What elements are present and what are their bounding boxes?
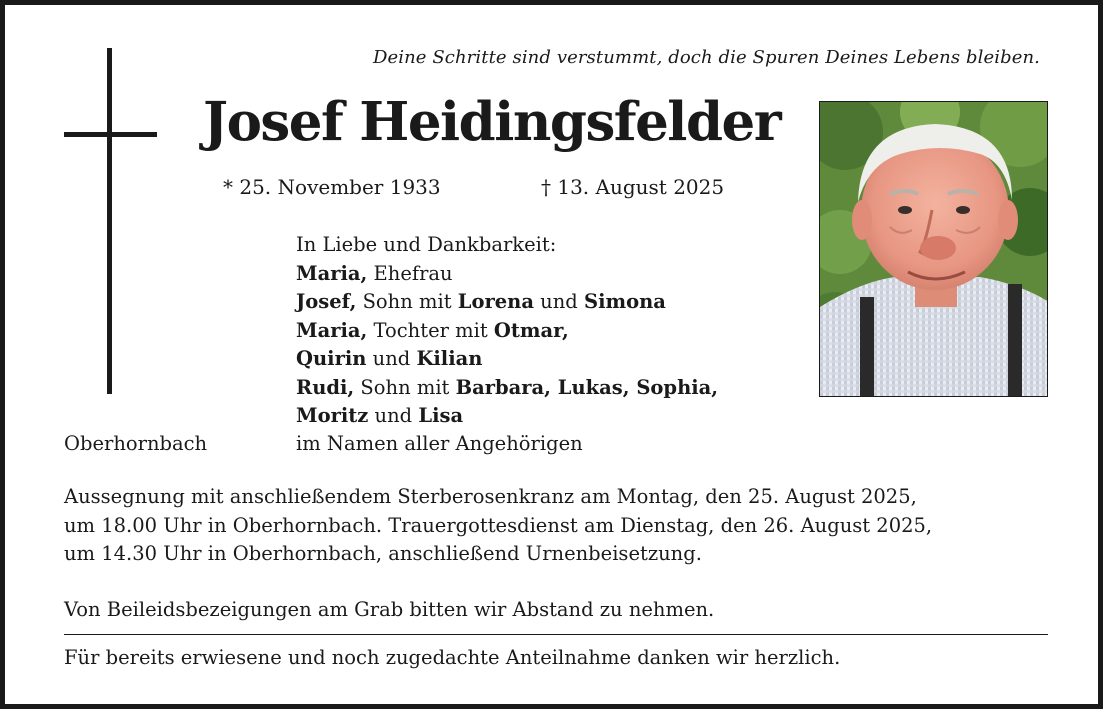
family-relation: und (533, 290, 584, 313)
birth-date: * 25. November 1933 (223, 175, 441, 199)
family-line (296, 402, 718, 431)
family-relation: Ehefrau (367, 261, 453, 285)
family-relation: Tochter mit (367, 318, 494, 342)
family-relation: Sohn mit (356, 290, 458, 313)
family-name: Simona (583, 290, 666, 313)
service-info (64, 483, 1054, 569)
family-name: Moritz (296, 404, 369, 427)
family-line (296, 317, 718, 346)
family-name: Maria, (296, 261, 368, 285)
family-name: Maria, (296, 318, 368, 342)
family-relation: und (368, 404, 419, 427)
family-name: Barbara, Lukas, Sophia, (455, 375, 719, 399)
family-line (296, 288, 718, 317)
divider (64, 634, 1048, 635)
cross-icon (107, 48, 112, 394)
relatives-line: im Namen aller Angehörigen (296, 432, 583, 455)
motto: Deine Schritte sind verstummt, doch die Spuren Deines Lebens bleiben. (372, 47, 1040, 68)
family-name: Quirin (296, 347, 367, 370)
family-intro: In Liebe und Dankbarkeit: (296, 233, 557, 256)
service-line: um 14.30 Uhr in Oberhornbach, anschließend Urnenbeisetzung. (64, 542, 702, 565)
place-name: Oberhornbach (64, 432, 208, 455)
family-line (296, 260, 718, 289)
portrait-photo (819, 101, 1048, 397)
family-name: Lisa (418, 404, 464, 427)
family-name: Otmar, (493, 318, 569, 342)
family-name: Rudi, (296, 375, 355, 399)
family-line (296, 374, 718, 403)
death-date: † 13. August 2025 (541, 175, 725, 199)
family-relation: Sohn mit (354, 375, 456, 399)
family-relation: und (366, 347, 417, 370)
service-line: Aussegnung mit anschließendem Sterberosenkranz am Montag, den 25. August 2025, (64, 485, 917, 508)
thanks-note: Für bereits erwiesene und noch zugedachte Anteilnahme danken wir herzlich. (64, 646, 841, 669)
cross-icon-bar (64, 132, 157, 137)
condolence-note: Von Beileidsbezeigungen am Grab bitten wir Abstand zu nehmen. (64, 598, 715, 621)
deceased-name: Josef Heidingsfelder (203, 91, 781, 153)
portrait-illustration (820, 102, 1048, 397)
service-line: um 18.00 Uhr in Oberhornbach. Trauergottesdienst am Dienstag, den 26. August 2025, (64, 513, 933, 537)
family-name: Lorena (457, 290, 534, 313)
family-list (296, 231, 718, 431)
family-name: Josef, (296, 290, 357, 313)
family-line (296, 345, 718, 374)
family-name: Kilian (416, 347, 483, 370)
